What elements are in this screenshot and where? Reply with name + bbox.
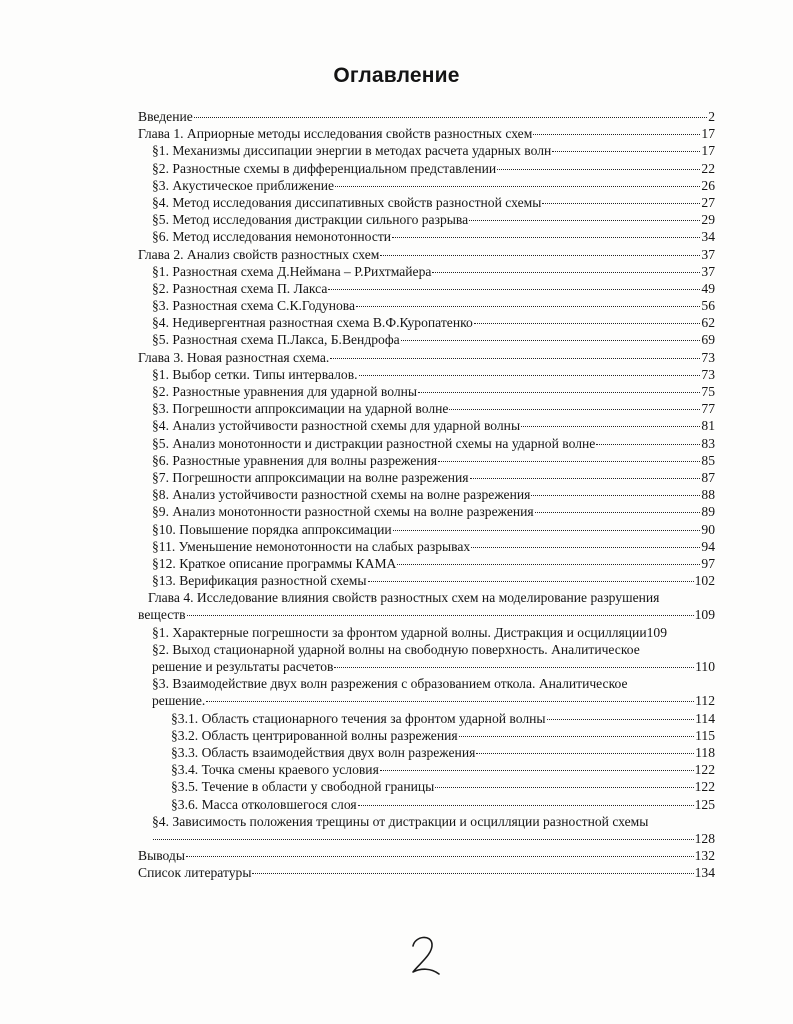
toc-entry-label: §1. Механизмы диссипации энергии в методах расчета ударных волн <box>152 143 552 159</box>
leader-dots <box>474 323 701 324</box>
toc-entry-label: §1. Разностная схема Д.Неймана – Р.Рихтмайера <box>152 263 432 279</box>
toc-entry-label: Глава 4. Исследование влияния свойств разностных схем на моделирование разрушения <box>148 590 660 606</box>
toc-entry-chapter-1[interactable] <box>138 125 715 142</box>
page-title: Оглавление <box>333 64 460 87</box>
toc-entry-label: §6. Метод исследования немонотонности <box>152 229 392 245</box>
toc-entry-label: §12. Краткое описание программы КАМА <box>152 555 397 571</box>
toc-page-number: 27 <box>701 194 715 210</box>
toc-entry-ch4-s2-line1[interactable] <box>138 641 715 658</box>
toc-page-number: 109 <box>646 624 668 640</box>
toc-page-number: 75 <box>701 384 715 399</box>
toc-entry-ch1-s6[interactable] <box>138 228 715 245</box>
toc-entry-ch4-s3-2[interactable] <box>138 727 715 744</box>
toc-entry-label: §1. Выбор сетки. Типы интервалов. <box>152 366 358 382</box>
toc-entry-label: §3.1. Область стационарного течения за фронтом ударной волны <box>171 710 546 726</box>
toc-page-number: 122 <box>694 779 715 795</box>
toc-entry-label: решение и результаты расчетов <box>152 659 334 674</box>
toc-entry-label: §2. Разностные уравнения для ударной волны <box>152 384 418 399</box>
leader-dots <box>449 409 700 410</box>
toc-entry-label: §4. Метод исследования диссипативных свойств разностной схемы <box>152 194 542 210</box>
toc-page-number: 102 <box>694 573 715 589</box>
toc-page-number: 73 <box>701 349 715 365</box>
toc-entry-ch2-s2[interactable] <box>138 280 715 297</box>
toc-entry-label: §7. Погрешности аппроксимации на волне разрежения <box>152 469 469 485</box>
toc-page-number: 37 <box>701 246 715 262</box>
toc-entry-intro[interactable] <box>138 108 715 125</box>
toc-entry-ch1-s2[interactable] <box>138 160 715 177</box>
leader-dots <box>194 117 707 118</box>
leader-dots <box>470 478 701 479</box>
toc-page-number: 37 <box>701 263 715 279</box>
toc-entry-references[interactable] <box>138 864 715 881</box>
leader-dots <box>368 581 694 582</box>
toc-entry-chapter-4-line1[interactable] <box>138 589 715 606</box>
toc-page-number: 88 <box>701 487 715 503</box>
toc-page-number: 34 <box>701 229 715 245</box>
toc-entry-ch4-s3-3[interactable] <box>138 744 715 761</box>
toc-entry-ch2-s5[interactable] <box>138 331 715 348</box>
leader-dots <box>380 255 700 256</box>
toc-entry-ch4-s2-line2[interactable] <box>138 658 715 675</box>
leader-dots <box>533 134 700 135</box>
toc-entry-label: Глава 2. Анализ свойств разностных схем <box>138 246 380 262</box>
toc-page-number: 49 <box>701 280 715 296</box>
toc-entry-label: Глава 1. Априорные методы исследования свойств разностных схем <box>138 126 533 142</box>
leader-dots <box>471 547 700 548</box>
toc-page-number: 122 <box>694 762 715 778</box>
toc-page-number: 17 <box>701 143 715 159</box>
toc-entry-label: §9. Анализ монотонности разностной схемы на волне разрежения <box>152 504 534 520</box>
toc-entry-label: §2. Разностные схемы в дифференциальном представлении <box>152 160 497 176</box>
toc-entry-label: §3.2. Область центрированной волны разрежения <box>171 727 458 743</box>
toc-entry-label: §4. Недивергентная разностная схема В.Ф.Куропатенко <box>152 315 473 331</box>
leader-dots <box>438 461 700 462</box>
leader-dots <box>252 873 693 874</box>
leader-dots <box>206 701 694 702</box>
toc-entry-ch3-s13[interactable] <box>138 572 715 589</box>
leader-dots <box>432 272 700 273</box>
leader-dots <box>397 564 700 565</box>
toc-page-number: 118 <box>695 744 715 760</box>
leader-dots <box>418 392 700 393</box>
toc-entry-ch2-s1[interactable] <box>138 263 715 280</box>
toc-entry-ch4-s3-1[interactable] <box>138 710 715 727</box>
toc-entry-ch3-s9[interactable] <box>138 503 715 520</box>
toc-entry-label: §3.4. Точка смены краевого условия <box>171 762 379 778</box>
leader-dots <box>535 512 701 513</box>
toc-entry-ch4-s4-line1[interactable] <box>138 813 715 830</box>
toc-entry-ch1-s1[interactable] <box>138 142 715 159</box>
leader-dots <box>328 289 700 290</box>
toc-entry-ch3-s8[interactable] <box>138 486 715 503</box>
toc-entry-ch2-s4[interactable] <box>138 314 715 331</box>
leader-dots <box>187 615 694 616</box>
toc-entry-ch3-s3[interactable] <box>138 400 715 417</box>
toc-entry-label: §6. Разностные уравнения для волны разрежения <box>152 452 438 468</box>
leader-dots <box>552 151 700 152</box>
toc-entry-ch3-s10[interactable] <box>138 521 715 538</box>
toc-entry-label: Список литературы <box>138 865 252 881</box>
leader-dots <box>380 770 694 771</box>
toc-entry-label: §3. Погрешности аппроксимации на ударной волне <box>152 401 449 417</box>
toc-entry-ch4-s3-line1[interactable] <box>138 675 715 692</box>
toc-entry-label: §3.6. Масса отколовшегося слоя <box>171 796 357 812</box>
toc-entry-ch4-s3-5[interactable] <box>138 778 715 795</box>
toc-entry-label: веществ <box>138 607 186 623</box>
toc-page-number: 83 <box>701 435 715 451</box>
toc-entry-ch3-s12[interactable] <box>138 555 715 572</box>
toc-page-number: 125 <box>694 796 715 812</box>
toc-entry-ch4-s4-line2[interactable] <box>138 830 715 847</box>
table-of-contents <box>138 108 715 881</box>
toc-page-number: 77 <box>701 401 715 417</box>
toc-entry-conclusions[interactable] <box>138 847 715 864</box>
toc-entry-label: §5. Анализ монотонности и дистракции разностной схемы на ударной волне <box>152 435 596 451</box>
toc-entry-label: §8. Анализ устойчивости разностной схемы на волне разрежения <box>152 487 531 503</box>
toc-entry-ch3-s2[interactable] <box>138 383 715 400</box>
leader-dots <box>392 237 700 238</box>
leader-dots <box>335 186 700 187</box>
leader-dots <box>521 426 700 427</box>
toc-entry-ch1-s3[interactable] <box>138 177 715 194</box>
toc-entry-chapter-2[interactable] <box>138 246 715 263</box>
toc-entry-ch3-s6[interactable] <box>138 452 715 469</box>
toc-entry-ch3-s7[interactable] <box>138 469 715 486</box>
toc-entry-ch3-s11[interactable] <box>138 538 715 555</box>
leader-dots <box>497 169 700 170</box>
toc-entry-label: §2. Выход стационарной ударной волны на свободную поверхность. Аналитическое <box>152 641 640 657</box>
leader-dots <box>334 667 694 668</box>
toc-page-number: 112 <box>695 693 715 709</box>
leader-dots <box>153 839 694 840</box>
toc-entry-label: §3.3. Область взаимодействия двух волн разрежения <box>171 744 476 760</box>
handwritten-page-number <box>405 932 445 980</box>
toc-entry-ch1-s4[interactable] <box>138 194 715 211</box>
toc-entry-label: §4. Зависимость положения трещины от дистракции и осцилляции разностной схемы <box>152 813 649 829</box>
toc-entry-label: §3. Разностная схема С.К.Годунова <box>152 298 356 314</box>
leader-dots <box>393 530 701 531</box>
leader-dots <box>469 220 700 221</box>
leader-dots <box>542 203 700 204</box>
toc-entry-label: §4. Анализ устойчивости разностной схемы для ударной волны <box>152 418 521 434</box>
toc-entry-label: Глава 3. Новая разностная схема. <box>138 349 330 365</box>
toc-page-number: 115 <box>695 727 715 743</box>
leader-dots <box>459 736 694 737</box>
leader-dots <box>356 306 700 307</box>
leader-dots <box>435 787 693 788</box>
toc-entry-ch2-s3[interactable] <box>138 297 715 314</box>
leader-dots <box>330 358 700 359</box>
toc-page-number: 69 <box>701 332 715 348</box>
leader-dots <box>186 856 694 857</box>
toc-page-number: 81 <box>701 418 715 434</box>
toc-entry-chapter-3[interactable] <box>138 349 715 366</box>
toc-page-number: 62 <box>701 315 715 331</box>
toc-entry-ch3-s4[interactable] <box>138 417 715 434</box>
toc-entry-ch3-s5[interactable] <box>138 435 715 452</box>
leader-dots <box>359 375 701 376</box>
toc-page-number: 87 <box>701 469 715 485</box>
toc-entry-ch4-s3-6[interactable] <box>138 796 715 813</box>
toc-page-number: 128 <box>694 830 715 846</box>
toc-page-number: 29 <box>701 212 715 228</box>
toc-entry-label: Введение <box>138 109 193 124</box>
toc-page-number: 85 <box>701 452 715 468</box>
leader-dots <box>531 495 700 496</box>
toc-page-number: 26 <box>701 177 715 193</box>
toc-entry-label: §10. Повышение порядка аппроксимации <box>152 521 392 537</box>
toc-entry-label: §5. Метод исследования дистракции сильного разрыва <box>152 212 469 228</box>
toc-entry-label: §3. Акустическое приближение <box>152 177 335 193</box>
toc-page-number: 90 <box>701 521 715 537</box>
toc-page-number: 56 <box>701 298 715 314</box>
toc-page-number: 132 <box>694 848 715 864</box>
toc-entry-label: §3. Взаимодействие двух волн разрежения с образованием откола. Аналитическое <box>152 676 628 692</box>
toc-entry-ch4-s3-4[interactable] <box>138 761 715 778</box>
toc-entry-label: §13. Верификация разностной схемы <box>152 573 367 589</box>
toc-entry-label: §3.5. Течение в области у свободной границы <box>171 779 435 795</box>
toc-page-number: 89 <box>701 504 715 520</box>
toc-entry-label: §1. Характерные погрешности за фронтом ударной волны. Дистракция и осцилляции <box>152 624 647 640</box>
toc-entry-label: §5. Разностная схема П.Лакса, Б.Вендрофа <box>152 332 400 348</box>
toc-page-number: 110 <box>695 659 715 674</box>
toc-entry-label: решение. <box>152 693 206 709</box>
toc-page-number: 109 <box>694 607 715 623</box>
leader-dots <box>358 805 694 806</box>
toc-entry-label: §11. Уменьшение немонотонности на слабых разрывах <box>152 538 471 554</box>
toc-page-number: 73 <box>701 366 715 382</box>
toc-page-number: 17 <box>701 126 715 142</box>
leader-dots <box>476 753 694 754</box>
toc-entry-label: §2. Разностная схема П. Лакса <box>152 280 328 296</box>
leader-dots <box>596 444 700 445</box>
leader-dots <box>401 340 701 341</box>
toc-page-number: 97 <box>701 555 715 571</box>
toc-entry-label: Выводы <box>138 848 185 864</box>
toc-page-number: 134 <box>694 865 715 881</box>
toc-page-number: 2 <box>708 109 715 124</box>
toc-entry-ch4-s3-line2[interactable] <box>138 692 715 709</box>
toc-entry-ch4-s1[interactable] <box>138 624 715 641</box>
toc-page-number: 94 <box>701 538 715 554</box>
toc-page-number: 22 <box>701 160 715 176</box>
toc-entry-ch3-s1[interactable] <box>138 366 715 383</box>
toc-page-number: 114 <box>695 710 715 726</box>
leader-dots <box>547 719 695 720</box>
toc-entry-ch1-s5[interactable] <box>138 211 715 228</box>
toc-entry-chapter-4-line2[interactable] <box>138 606 715 623</box>
